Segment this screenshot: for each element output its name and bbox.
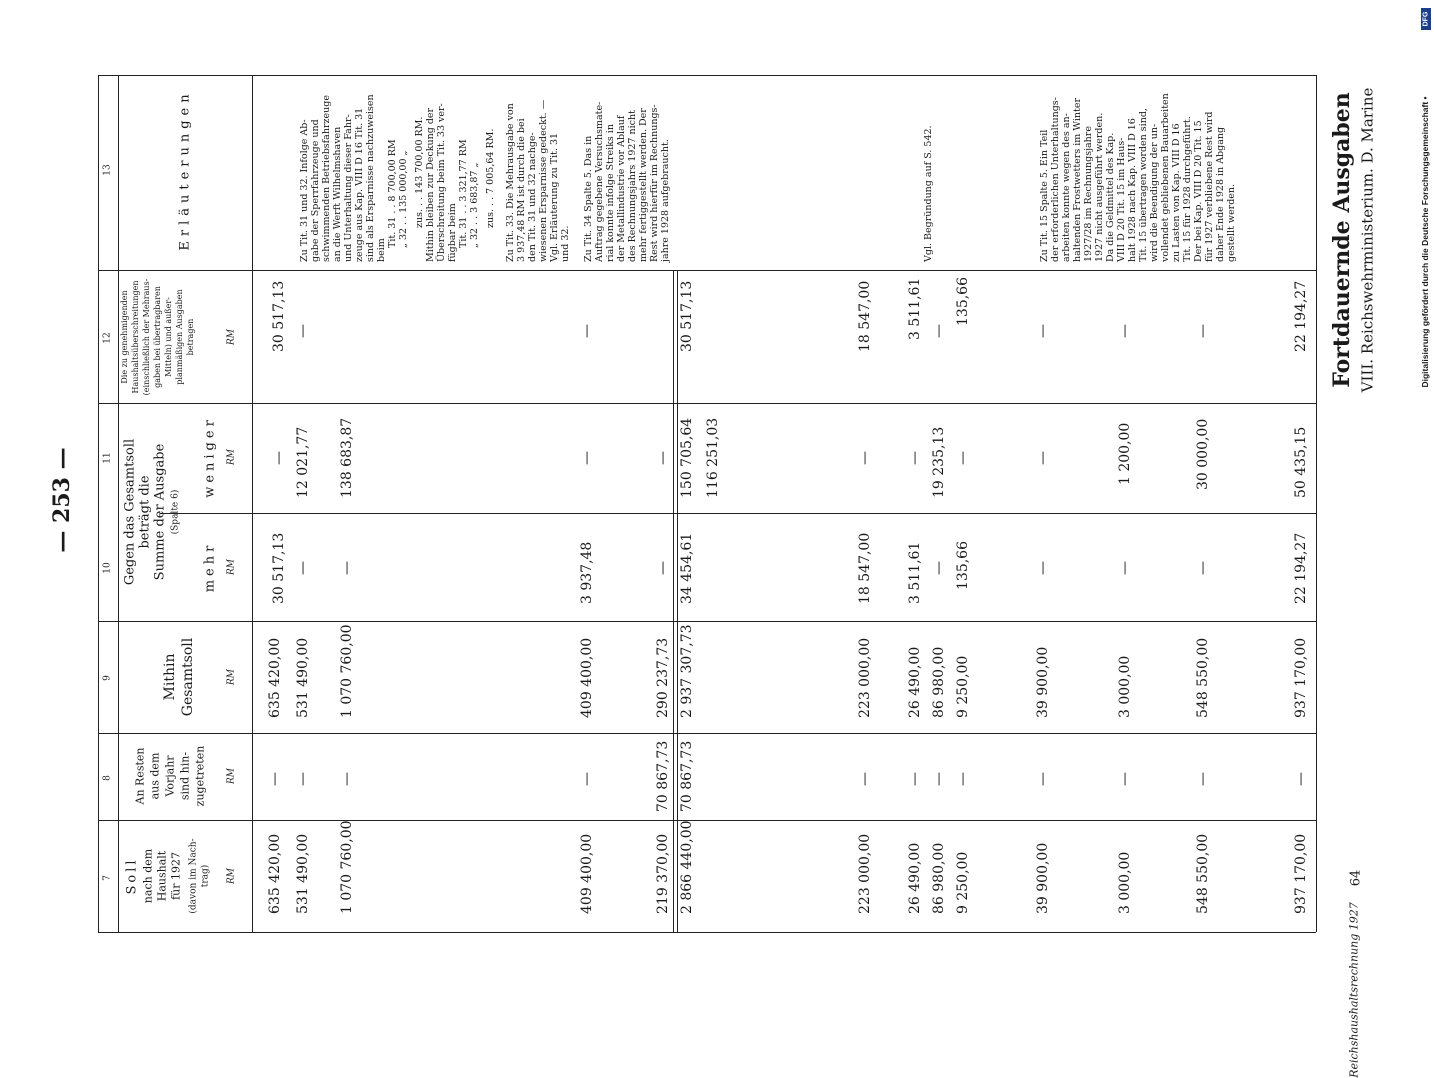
- cell-value: —: [907, 772, 923, 786]
- note-line: Zu Tit. 15 Spalte 5. Ein Teil: [1039, 129, 1050, 262]
- header-line: An Resten: [133, 747, 147, 805]
- cell-value: —: [339, 561, 355, 575]
- header-unit: RM: [226, 868, 237, 884]
- cell-value: 3 937,48: [579, 541, 595, 604]
- cell-value: 116 251,03: [705, 417, 721, 498]
- note-line: haltenden Frostwetters im Winter: [1072, 97, 1083, 262]
- footer-label: Reichshaushaltsrechnung 1927: [1347, 902, 1361, 1078]
- note-line: mehr fertiggestellt werden. Der: [638, 108, 649, 262]
- header-line: Vorjahr: [163, 755, 177, 797]
- header-line: Die zu genehmigenden: [120, 290, 129, 384]
- cell-value: 138 683,87: [339, 417, 355, 498]
- column-number: 13: [102, 164, 113, 176]
- note-line: beim: [376, 238, 387, 262]
- header-unit: RM: [226, 768, 237, 784]
- cell-value: —: [267, 772, 283, 786]
- cell-value: —: [1117, 324, 1133, 338]
- cell-value: 50 435,15: [1293, 426, 1309, 498]
- cell-value: —: [295, 772, 311, 786]
- column-number: 12: [102, 332, 113, 344]
- table-bottom-border: [98, 932, 1316, 933]
- note-line: Mithin bleiben zur Deckung der: [425, 107, 436, 262]
- column-number: 10: [102, 562, 113, 574]
- note-line: sind als Ersparnisse nachzuweisen: [365, 94, 376, 262]
- note-line: „ 32 . . 3 683,87 „: [469, 162, 480, 248]
- column-rule-footer: [1316, 75, 1317, 932]
- header-line: planmäßigen Ausgaben: [175, 289, 184, 385]
- note-line: Zu Tit. 33. Die Mehrausgabe von: [505, 103, 516, 262]
- note-line: Tit. 15 für 1928 durchgeführt.: [1182, 116, 1193, 262]
- cell-value: 1 070 760,00: [339, 624, 355, 718]
- cell-value: —: [1035, 772, 1051, 786]
- cell-value: 1 070 760,00: [339, 820, 355, 914]
- cell-value: —: [1035, 451, 1051, 465]
- note-line: Vgl. Begründung auf S. 542.: [923, 125, 934, 262]
- header-line: Summe der Ausgabe: [152, 443, 168, 581]
- cell-value: 290 237,73: [655, 637, 671, 718]
- cell-value: 219 370,00: [655, 833, 671, 914]
- cell-value: 26 490,00: [907, 842, 923, 914]
- dfg-logo: [1421, 8, 1431, 30]
- cell-value: 548 550,00: [1195, 833, 1211, 914]
- cell-value: 223 000,00: [857, 833, 873, 914]
- note-line: jahre 1928 aufgebraucht.: [660, 139, 671, 262]
- cell-value: 18 547,00: [857, 280, 873, 352]
- note-line: Zu Tit. 31 und 32. Infolge Ab-: [299, 119, 310, 262]
- cell-value: —: [655, 451, 671, 465]
- note-line: Tit. 31 . . 3 321,77 RM: [458, 139, 469, 248]
- cell-value: 531 490,00: [295, 637, 311, 718]
- cell-value: —: [295, 324, 311, 338]
- note-line: VIII D 20 Tit. 15 im Haus-: [1116, 137, 1127, 262]
- cell-value: —: [271, 451, 287, 465]
- note-line: rial konnte infolge Streiks in: [605, 124, 616, 262]
- cell-value: —: [579, 324, 595, 338]
- note-line: Vgl. Erläuterung zu Tit. 31: [549, 132, 560, 262]
- col-rule-9-10: [98, 621, 1316, 622]
- note-line: wiesenen Ersparnisse gedeckt. —: [538, 99, 549, 262]
- cell-value: —: [655, 561, 671, 575]
- header-line: zugetreten: [193, 745, 207, 807]
- cell-value: —: [1195, 772, 1211, 786]
- cell-value: —: [1293, 772, 1309, 786]
- header-line: (davon im Nach-: [188, 838, 199, 914]
- cell-value: 12 021,77: [295, 426, 311, 498]
- cell-value: 531 490,00: [295, 833, 311, 914]
- note-line: zeuge aus Kap. VIII D 16 Tit. 31: [354, 107, 365, 262]
- cell-value: 635 420,00: [267, 833, 283, 914]
- cell-value: —: [295, 561, 311, 575]
- note-line: zu Lasten von Kap. VIII D 16: [1171, 123, 1182, 262]
- header-line: beträgt die: [137, 475, 153, 549]
- page-number: 64: [1348, 869, 1364, 887]
- header-line: gaben bei übertragbaren: [153, 286, 162, 388]
- cell-value: —: [931, 772, 947, 786]
- cell-value: 70 867,73: [679, 740, 695, 812]
- header-line: nach dem: [141, 848, 155, 904]
- cell-value: —: [955, 451, 971, 465]
- cell-value: 22 194,27: [1293, 532, 1309, 604]
- column-number: 11: [102, 452, 113, 464]
- digitalization-note: Digitalisierung gefördert durch die Deutsche Forschungsgemeinschaft •: [1419, 96, 1430, 388]
- column-number: 8: [102, 775, 113, 781]
- col-rule-7-8: [98, 820, 1316, 821]
- header-line: betragen: [186, 318, 195, 356]
- header-line: Mithin: [162, 653, 178, 701]
- note-line: Da die Geldmittel des Kap.: [1105, 132, 1116, 262]
- cell-value: 548 550,00: [1195, 637, 1211, 718]
- total-row-rule: [673, 270, 674, 932]
- note-line: Rest wird hierfür im Rechnungs-: [649, 104, 660, 262]
- table-top-border: [98, 75, 1316, 76]
- note-line: „ 32 . . 135 000,00 „: [398, 150, 409, 248]
- note-line: Auftrag gegebene Versuchsmate-: [594, 101, 605, 262]
- note-line: gestellt werden.: [1226, 183, 1237, 262]
- note-line: 1927/28 im Rechnungsjahre: [1083, 126, 1094, 262]
- cell-value: 30 517,13: [271, 280, 287, 352]
- cell-value: 30 517,13: [271, 532, 287, 604]
- header-line: mehr: [202, 541, 218, 593]
- col-rule-8-9: [98, 733, 1316, 734]
- cell-value: 3 000,00: [1117, 655, 1133, 718]
- cell-value: —: [1195, 561, 1211, 575]
- cell-value: 30 000,00: [1195, 418, 1211, 490]
- header-unit: RM: [226, 329, 237, 345]
- note-line: fügbar beim: [447, 203, 458, 262]
- cell-value: 3 000,00: [1117, 851, 1133, 914]
- main-heading: Fortdauernde Ausgaben: [1329, 92, 1355, 388]
- note-line: und Unterhaltung dieser Fahr-: [343, 114, 354, 262]
- cell-value: 9 250,00: [955, 655, 971, 718]
- note-line: Tit. 31 . . 8 700,00 RM: [387, 139, 398, 248]
- cell-value: 30 517,13: [679, 280, 695, 352]
- header-line: für 1927: [169, 852, 183, 900]
- cell-value: —: [931, 561, 947, 575]
- note-line: für 1927 verbliebene Rest wird: [1204, 111, 1215, 262]
- cell-value: —: [579, 451, 595, 465]
- note-line: den Tit. 31 und 32 nachge-: [527, 132, 538, 262]
- cell-value: —: [1035, 324, 1051, 338]
- header-unit: RM: [226, 449, 237, 465]
- header-line: trag): [200, 864, 211, 888]
- note-line: der Metallindustrie vor Ablauf: [616, 115, 627, 262]
- note-line: Überschreitung beim Tit. 33 ver-: [436, 103, 447, 262]
- sub-heading: VIII. Reichswehrministerium. D. Marine: [1358, 87, 1377, 393]
- cell-value: 70 867,73: [655, 740, 671, 812]
- note-line: 1927 nicht ausgeführt werden.: [1094, 112, 1105, 262]
- cell-value: 409 400,00: [579, 637, 595, 718]
- cell-value: 34 454,61: [679, 532, 695, 604]
- cell-value: 39 900,00: [1035, 646, 1051, 718]
- note-line: der erforderlichen Unterhaltungs-: [1050, 97, 1061, 262]
- note-line: Zu Tit. 34 Spalte 5. Das in: [583, 135, 594, 262]
- column-number: 9: [102, 675, 113, 681]
- cell-value: 937 170,00: [1293, 637, 1309, 718]
- note-line: Tit. 15 übertragen worden sind,: [1138, 108, 1149, 262]
- cell-value: 22 194,27: [1293, 280, 1309, 352]
- column-rule-top: [98, 75, 99, 932]
- cell-value: —: [857, 451, 873, 465]
- cell-value: 635 420,00: [267, 637, 283, 718]
- cell-value: —: [857, 772, 873, 786]
- cell-value: —: [1117, 561, 1133, 575]
- cell-value: 19 235,13: [931, 426, 947, 498]
- header-line: Soll: [124, 857, 140, 895]
- cell-value: 39 900,00: [1035, 842, 1051, 914]
- cell-value: 937 170,00: [1293, 833, 1309, 914]
- header-line: Mitteln) und außer-: [164, 297, 173, 377]
- col-rule-11-12: [98, 403, 1316, 404]
- cell-value: —: [1195, 324, 1211, 338]
- cell-value: 2 937 307,73: [679, 624, 695, 718]
- cell-value: 3 511,61: [907, 277, 923, 340]
- cell-value: —: [1035, 561, 1051, 575]
- header-line: (Spalte 6): [170, 489, 181, 535]
- header-line: Haushalt: [155, 850, 169, 902]
- cell-value: 86 980,00: [931, 842, 947, 914]
- cell-value: 9 250,00: [955, 851, 971, 914]
- note-line: schwimmenden Betriebsfahrzeuge: [321, 95, 332, 262]
- cell-value: 150 705,64: [679, 417, 695, 498]
- note-line: gabe der Sperrfahrzeuge und: [310, 119, 321, 262]
- cell-value: 223 000,00: [857, 637, 873, 718]
- col-rule-12-13: [98, 270, 1316, 271]
- column-number: 7: [102, 875, 113, 881]
- dfg-logo-text: DFG: [1422, 11, 1430, 27]
- note-line: halt 1928 nach Kap. VIII D 16: [1127, 118, 1138, 262]
- note-line: arbeiten konnte wegen des an-: [1061, 113, 1072, 262]
- header-line: Gegen das Gesamtsoll: [122, 438, 138, 586]
- header-line: Gesamtsoll: [180, 637, 196, 717]
- note-line: wird die Beendigung der un-: [1149, 123, 1160, 262]
- header-line: weniger: [202, 416, 218, 498]
- header-line: Haushaltsüberschreitungen: [131, 280, 140, 394]
- cell-value: 135,66: [955, 277, 971, 326]
- page-title: — 253 —: [49, 447, 75, 553]
- cell-value: 135,66: [955, 541, 971, 590]
- note-line: 3 937,48 RM ist durch die bei: [516, 118, 527, 262]
- header-line: (einschließlich der Mehraus-: [142, 278, 151, 396]
- cell-value: —: [955, 772, 971, 786]
- header-line: sind hin-: [178, 751, 192, 801]
- cell-value: —: [339, 772, 355, 786]
- note-line: vollendet gebliebenen Bauarbeiten: [1160, 93, 1171, 262]
- total-row-rule-2: [677, 270, 678, 932]
- col-rule-10-11: [160, 513, 1316, 514]
- cell-value: 3 511,61: [907, 541, 923, 604]
- column-rule-body: [252, 75, 253, 932]
- header-unit: RM: [226, 559, 237, 575]
- cell-value: 18 547,00: [857, 532, 873, 604]
- cell-value: —: [907, 451, 923, 465]
- cell-value: 86 980,00: [931, 646, 947, 718]
- note-line: des Rechnungsjahrs 1927 nicht: [627, 110, 638, 262]
- cell-value: —: [579, 772, 595, 786]
- cell-value: 409 400,00: [579, 833, 595, 914]
- cell-value: —: [1117, 772, 1133, 786]
- note-line: und 32.: [560, 225, 571, 262]
- header-line: aus dem: [148, 752, 162, 800]
- note-line: zus. . . 143 700,00 RM.: [414, 116, 425, 228]
- cell-value: 2 866 440,00: [679, 820, 695, 914]
- column-rule-header: [118, 75, 119, 932]
- header-col13: Erläuterungen: [177, 89, 193, 251]
- note-line: daher Ende 1928 in Abgang: [1215, 126, 1226, 262]
- note-line: an die Werft Wilhelmshaven: [332, 126, 343, 262]
- header-unit: RM: [226, 669, 237, 685]
- cell-value: 26 490,00: [907, 646, 923, 718]
- note-line: zus. . . 7 005,64 RM.: [485, 128, 496, 228]
- cell-value: 1 200,00: [1117, 422, 1133, 485]
- note-line: Der bei Kap. VIII D 20 Tit. 15: [1193, 120, 1204, 262]
- cell-value: —: [931, 324, 947, 338]
